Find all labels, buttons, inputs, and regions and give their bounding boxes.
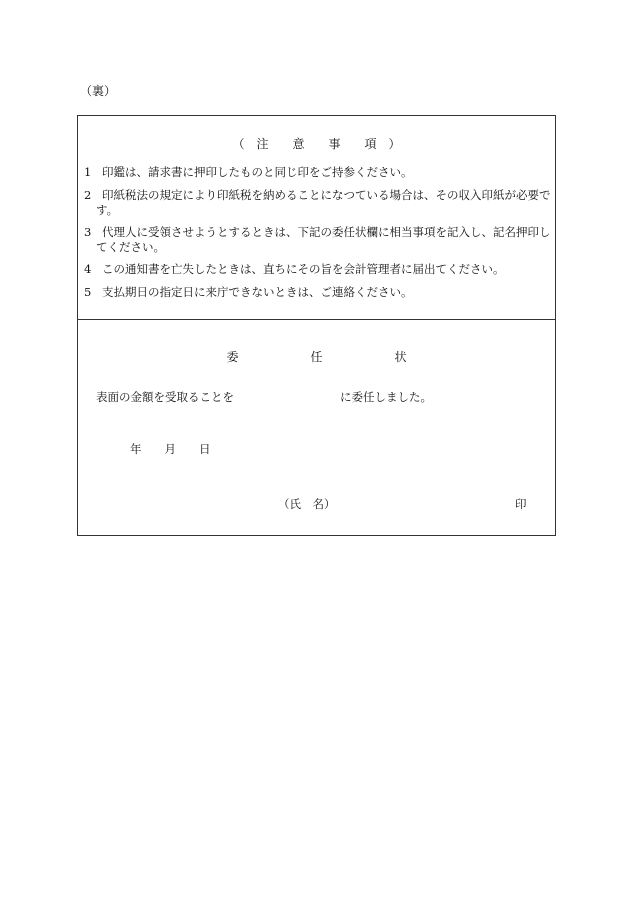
note-text: 代理人に受領させようとするときは、下記の委任状欄に相当事項を記入し、記名押印してください。	[96, 225, 551, 254]
back-side-label: （裏）	[80, 84, 117, 98]
note-text: この通知書を亡失したときは、直ちにその旨を会計管理者に届出てください。	[102, 262, 505, 276]
note-item-3	[84, 225, 552, 255]
note-text: 印紙税法の規定により印紙税を納めることになつている場合は、その収入印紙が必要です。	[96, 188, 551, 217]
date-line: 年 月 日	[130, 442, 211, 456]
notes-title: （ 注 意 事 項 ）	[232, 137, 401, 151]
delegation-title: 委 任 状	[226, 350, 407, 364]
seal-label: 印	[515, 497, 527, 511]
note-number: 5	[84, 285, 92, 299]
notes-section	[78, 116, 555, 320]
note-number: 3	[84, 225, 92, 239]
note-item-1	[84, 165, 552, 180]
note-text: 印鑑は、請求書に押印したものと同じ印をご持参ください。	[102, 165, 413, 179]
note-item-4	[84, 262, 552, 277]
note-text: 支払期日の指定日に来庁できないときは、ご連絡ください。	[102, 285, 413, 299]
name-label: （氏 名）	[278, 497, 336, 511]
delegation-section	[78, 320, 555, 535]
delegation-text-before: 表面の金額を受取ることを	[96, 390, 234, 404]
note-number: 4	[84, 262, 92, 276]
delegation-statement	[96, 390, 432, 404]
note-number: 1	[84, 165, 92, 179]
note-item-2	[84, 188, 552, 218]
delegation-text-after: に委任しました。	[340, 390, 432, 404]
note-item-5	[84, 285, 552, 300]
notice-frame	[77, 115, 556, 536]
note-number: 2	[84, 188, 92, 202]
